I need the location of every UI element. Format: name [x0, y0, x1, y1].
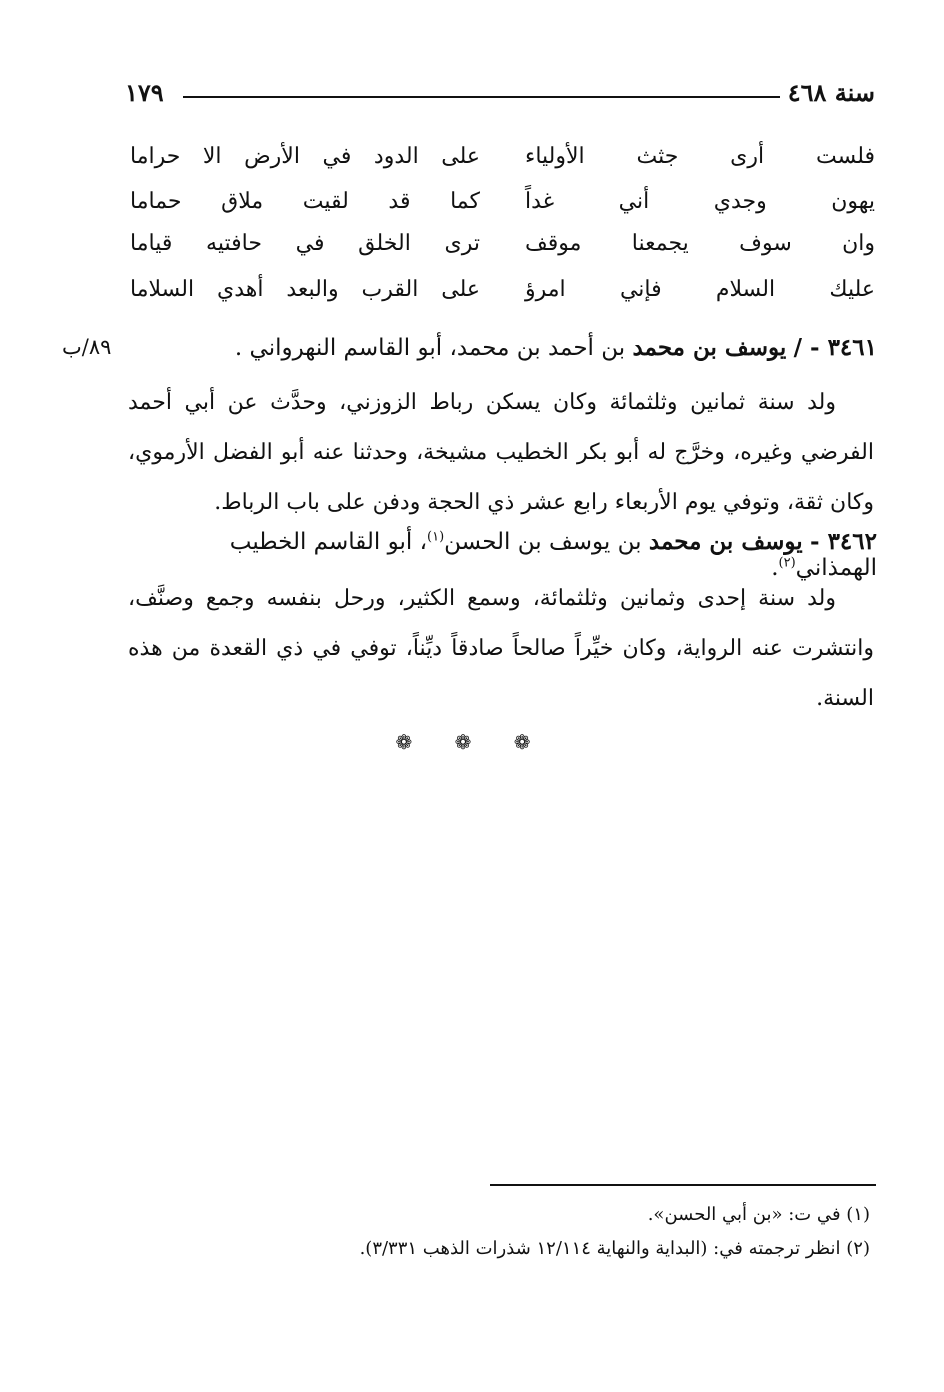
- footnote-ref: (١): [427, 529, 445, 545]
- poem-verse: [130, 189, 875, 233]
- verse-second-hemistich: ترى الخلق في حافتيه قياما: [130, 231, 480, 256]
- verse-second-hemistich: على القرب والبعد أهدي السلاما: [130, 277, 480, 302]
- section-separator: ❁ ❁ ❁: [395, 730, 549, 754]
- entry-lineage: بن أحمد بن محمد، أبو القاسم النهرواني .: [234, 335, 626, 361]
- page-number: ١٧٩: [125, 78, 164, 107]
- verse-second-hemistich: على الدود في الأرض الا حراما: [130, 144, 480, 169]
- entry-body-text: ولد سنة ثمانين وثلثمائة وكان يسكن رباط الزوزني، وحدَّث عن أبي أحمد الفرضي وغيره، وخرَّج له أبو بكر الخطيب مشيخة، وحدثنا عنه أبو الفضل الأرموي، وكان ثقة، وتوفي يوم الأربعاء رابع عشر ذي الحجة ودفن على باب الرباط.: [128, 390, 874, 515]
- footnote: (١) في ت: «بن أبي الحسن».: [647, 1204, 870, 1225]
- entry-body: [128, 574, 874, 724]
- entry-lineage-cont: ، أبو القاسم الخطيب الهمذاني: [229, 529, 877, 581]
- footnote: (٢) انظر ترجمته في: (البداية والنهاية ١٢/١١٤ شذرات الذهب ٣/٣٣١).: [359, 1238, 870, 1259]
- poem-verse: [130, 144, 875, 188]
- entry-name: يوسف بن محمد: [632, 334, 787, 361]
- entry-number: ٣٤٦١ - /: [793, 334, 877, 361]
- entry-body-text: ولد سنة إحدى وثمانين وثلثمائة، وسمع الكثير، ورحل بنفسه وجمع وصنَّف، وانتشرت عنه الرواية، وكان خيِّراً صالحاً صادقاً ديِّناً، توفي في ذي القعدة من هذه السنة.: [128, 586, 874, 711]
- entry-heading: [125, 334, 877, 361]
- entry-lineage: بن يوسف بن الحسن: [444, 529, 642, 555]
- footnote-rule: [490, 1184, 876, 1186]
- verse-first-hemistich: عليك السلام فإني امرؤ: [525, 277, 875, 302]
- header-rule: [183, 96, 780, 98]
- footnotes: [300, 1198, 870, 1266]
- poem-verse: [130, 277, 875, 321]
- entry-number: ٣٤٦٢ -: [810, 528, 877, 555]
- entry-name: يوسف بن محمد: [648, 528, 803, 555]
- entry-end: .: [771, 555, 779, 581]
- verse-second-hemistich: كما قد لقيت ملاق حماما: [130, 189, 480, 214]
- entry-body: [128, 378, 874, 528]
- manuscript-folio-note: ٨٩/ب: [62, 335, 112, 359]
- poem-verse: [130, 231, 875, 275]
- running-title: سنة ٤٦٨: [787, 78, 875, 107]
- verse-first-hemistich: يهون وجدي أني غداً: [525, 189, 875, 214]
- verse-first-hemistich: وان سوف يجمعنا موقف: [525, 231, 875, 256]
- page-header: [125, 74, 875, 114]
- footnote-ref: (٢): [778, 555, 796, 571]
- verse-first-hemistich: فلست أرى جثث الأولياء: [525, 144, 875, 169]
